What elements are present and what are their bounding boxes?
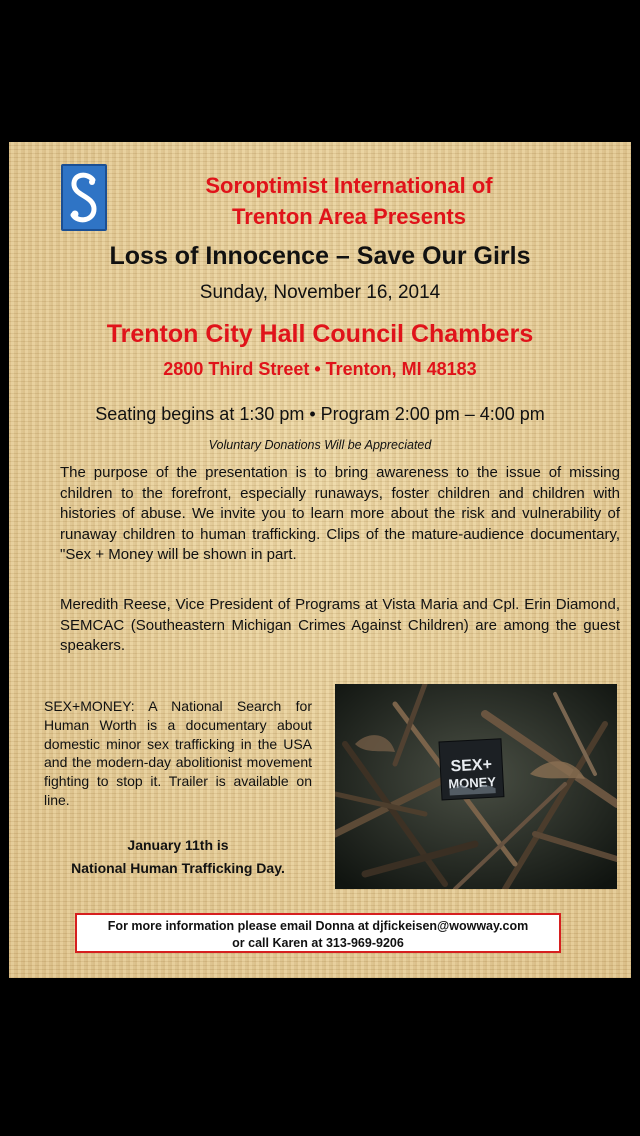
- donations-note: Voluntary Donations Will be Appreciated: [208, 438, 432, 452]
- poster-title-line1: SEX+: [450, 756, 493, 776]
- event-title: Loss of Innocence – Save Our Girls: [109, 242, 531, 270]
- purpose-paragraph: The purpose of the presentation is to bring awareness to the issue of missing children to the forefront, especially runaways, foster children and children with histories of abuse. We invite you to learn more about the risk and vulnerability of runaway children to human trafficking. Clips of the mature-audience documentary, "Sex + Money will be shown in part.: [60, 464, 620, 564]
- contact-phone-line: or call Karen at 313-969-9206: [232, 936, 404, 950]
- documentary-description: SEX+MONEY: A National Search for Human Worth is a documentary about domestic minor sex trafficking in the USA and the modern-day abolitionist movement fighting to stop it. Trailer is available on line.: [44, 698, 312, 808]
- awareness-day-line2: National Human Trafficking Day.: [71, 860, 285, 876]
- event-flyer: [9, 142, 631, 978]
- documentary-photo: [335, 684, 617, 889]
- event-venue: Trenton City Hall Council Chambers: [106, 320, 534, 348]
- soroptimist-s-logo-icon: [63, 166, 105, 229]
- event-date: Sunday, November 16, 2014: [199, 282, 441, 303]
- contact-email-line: For more information please email Donna at djfickeisen@wowway.com: [107, 919, 529, 933]
- sex-money-poster: [439, 739, 504, 800]
- organization-name-line1: Soroptimist International of: [205, 173, 493, 198]
- awareness-day-line1: January 11th is: [127, 837, 229, 853]
- soroptimist-logo: [61, 164, 107, 231]
- poster-title-line2: MONEY: [447, 774, 497, 792]
- event-address: 2800 Third Street • Trenton, MI 48183: [163, 359, 477, 379]
- speakers-paragraph: Meredith Reese, Vice President of Programs at Vista Maria and Cpl. Erin Diamond, SEMCAC (Southeastern Michigan Crimes Against Children) are among the guest speakers.: [60, 596, 620, 655]
- organization-name-line2: Trenton Area Presents: [232, 204, 466, 229]
- contact-box: [75, 913, 561, 953]
- event-times: Seating begins at 1:30 pm • Program 2:00 pm – 4:00 pm: [95, 404, 545, 424]
